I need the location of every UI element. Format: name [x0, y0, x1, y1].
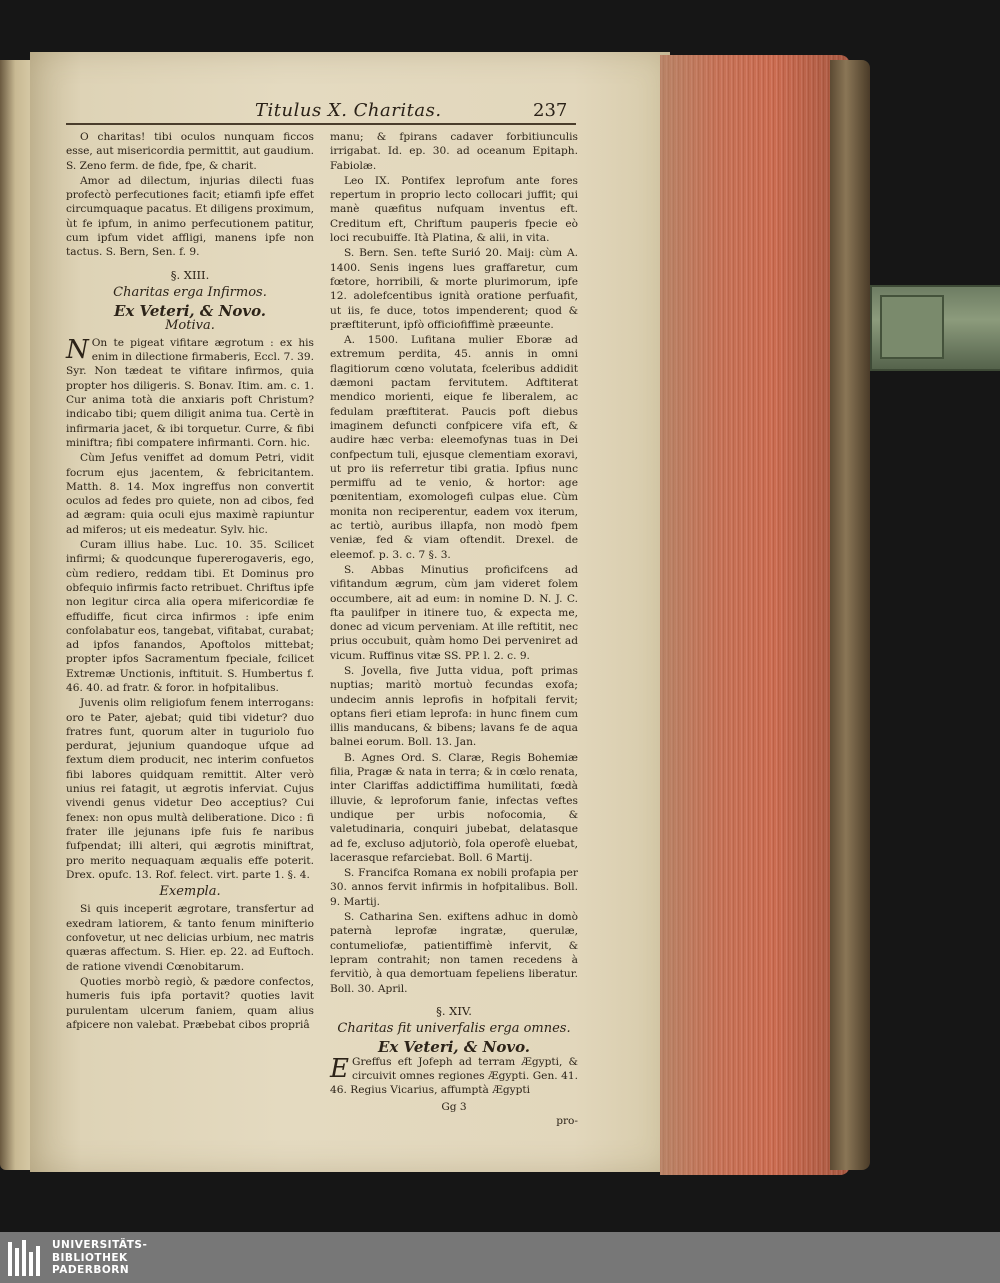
book-cover-edge: [830, 60, 870, 1170]
library-footer-bar: [0, 1232, 1000, 1283]
section-subtitle: Ex Veteri, & Novo.: [377, 1038, 531, 1057]
paragraph: Quoties morbò regiò, & pædore confectos, humeris fuis ipfa portavit? quoties lavit purulentam ulcerum faniem, quam alius afpicere non valebat. Præbebat cibos propriâ: [66, 975, 314, 1031]
motiva-heading: Motiva.: [165, 317, 215, 333]
paragraph: [66, 336, 314, 450]
paragraph: S. Catharina Sen. exiftens adhuc in domò paternà leprofæ ingratæ, querulæ, contumeliofæ, patientiffimè infervit, & lepram contrahit; non tamen recedens à fervitiò, à qua demortuam fepeliens liberatur. Boll. 30. April.: [330, 911, 578, 995]
signature-mark: Gg 3: [441, 1100, 467, 1113]
paragraph: manu; & fpirans cadaver forbitiunculis irrigabat. Id. ep. 30. ad oceanum Epitaph. Fabiolæ.: [330, 131, 578, 172]
logo-line: UNIVERSITÄTS-: [52, 1239, 148, 1251]
right-column: [330, 130, 578, 1128]
left-column: [66, 130, 314, 1033]
paragraph: Si quis inceperit ægrotare, transfertur ad exedram latiorem, & tanto fenum minifterio confovetur, ut nec delicias urbium, nec matris quæras affectum. S. Hier. ep. 22. ad Euftoch. de ratione vivendi Cœnobitarum.: [66, 903, 314, 973]
paragraph: S. Bern. Sen. tefte Surió 20. Maij: cùm A. 1400. Senis ingens lues graffaretur, cum fœtore, horribili, & morte plurimorum, ipfe 12. adolefcentibus ignità oratione perfuafit, ut iis, fe duce, totos impenderent; quod & præftiterunt, ipfò officiofiffimè præeunte.: [330, 247, 578, 331]
paragraph: Curam illius habe. Luc. 10. 35. Scilicet infirmi; & quodcunque fupererogaveris, ego, cùm rediero, reddam tibi. Et Dominus pro obfequio infirmis facto retribuet. Chriftus ipfe non legitur circa alia opera mifericordiæ fe effudiffe, ficut circa infirmos : ipfe enim confolabatur eos, tangebat, vifitabat, curabat; ad ipfos fanandos, Apoftolos mittebat; propter ipfos Sacramentum fpeciale, fcilicet Extremæ Unctionis, inftituit. S. Humbertus f. 46. 40. ad fratr. & foror. in hofpitalibus.: [66, 539, 314, 694]
page-number: 237: [533, 100, 568, 121]
catchword: pro-: [556, 1114, 578, 1127]
library-logo-icon: [6, 1238, 46, 1278]
paragraph: Cùm Jefus veniffet ad domum Petri, vidit focrum ejus jacentem, & febricitantem. Matth. 8. 14. Mox ingreffus non convertit oculos ad fedes pro quiete, non ad cibos, fed ad ægram: quia oculi ejus maximè rapiuntur ad miferos; ut eis medeatur. Sylv. hic.: [66, 452, 314, 536]
left-page-edge: [0, 60, 34, 1170]
logo-line: BIBLIOTHEK: [52, 1251, 128, 1264]
fore-edge-shading: [660, 55, 850, 1175]
paragraph: Juvenis olim religiofum fenem interrogans: oro te Pater, ajebat; quid tibi videtur? duo fratres funt, quorum alter in tuguriolo fuo perdurat, jejunium quandoque ufque ad fextum diem producit, nec interim confuetos fibi labores quidquam remittit. Alter verò unius rei fatagit, ut ægrotis inferviat. Cujus vivendi genus videtur Deo acceptius? Cui fenex: non opus multà deliberatione. Dico : fi frater ille jejunans ipfe fuis fe naribus fufpendat; illi alteri, qui ægrotis miniftrat, pro merito nequaquam æqualis effe poterit. Drex. opufc. 13. Rof. felect. virt. parte 1. §. 4.: [66, 697, 314, 881]
section-subtitle: Ex Veteri, & Novo.: [113, 302, 267, 321]
paragraph: [330, 1055, 578, 1098]
paragraph: A. 1500. Lufitana mulier Eboræ ad extremum perdita, 45. annis in omni flagitiorum cœno volutata, fceleribus addidit dæmoni pactam fervitutem. Adftiterat mendico morienti, eique fe liberalem, ac fedulam præftiterat. Paucis poft diebus imaginem defuncti confpicere vifa eft, & audire hæc verba: eleemofynas tuas in Dei confpectum tuli, ejusque clementiam exoravi, ut pro iis referretur tibi gratia. Ipfius nunc permiffu ad te venio, & hortor: age pœnitentiam, exomologefi culpas elue. Cùm monita non reciperentur, eadem vox iterum, ac tertiò, auribus illapfa, non modò fpem veniæ, fed & viam oftendit. Drexel. de eleemof. p. 3. c. 7 §. 3.: [330, 334, 578, 561]
paragraph-text: Greffus eft Jofeph ad terram Ægypti, & circuivit omnes regiones Ægypti. Gen. 41. 46. Regius Vicarius, affumptà Ægypti: [330, 1055, 578, 1097]
paragraph: S. Abbas Minutius proficifcens ad vifitandum ægrum, cùm jam videret folem occumbere, ait ad eum: in nomine D. N. J. C. fta paulifper in itinere tuo, & expecta me, donec ad vicum perveniam. At ille reftitit, nec prius occubuit, quàm homo Dei perveniret ad vicum. Ruffinus vitæ SS. PP. l. 2. c. 9.: [330, 563, 578, 662]
running-title: Titulus X. Charitas.: [255, 100, 442, 121]
logo-line: PADERBORN: [52, 1264, 130, 1276]
paragraph: S. Jovella, five Jutta vidua, poft primas nuptias; maritò mortuò fecundas exofa; undecim annis leprofis in hofpitali fervit; optans fieri etiam leprofa: in hunc finem cum illis manducans, & bibens; lavans fe de aqua balnei eorum. Boll. 13. Jan.: [330, 664, 578, 749]
section-number: §. XIV.: [436, 1003, 472, 1018]
paragraph: B. Agnes Ord. S. Claræ, Regis Bohemiæ filia, Pragæ & nata in terra; & in cœlo renata, inter Clariffas addictiffima humilitati, fœdà illuvie, & leproforum fanie, infectas veftes undique per urbis nofocomia, & valetudinaria, conquiri jubebat, delatasque ad fe, excluso adjutoriò, fola operofè eluebat, lacerasque refarciebat. Boll. 6 Martij.: [330, 751, 578, 864]
paragraph: O charitas! tibi oculos nunquam ficcos esse, aut misericordia permittit, aut gaudium. S. Zeno ferm. de fide, fpe, & charit.: [66, 131, 314, 172]
library-logo-text: [52, 1239, 147, 1277]
paragraph: S. Francifca Romana ex nobili profapia per 30. annos fervit infirmis in hofpitalibus. Boll. 9. Martij.: [330, 867, 578, 908]
section-number: §. XIII.: [170, 267, 210, 282]
section-title: Charitas fit univerfalis erga omnes.: [337, 1021, 571, 1037]
clasp-plate: [880, 295, 944, 359]
drop-cap: N: [66, 334, 89, 365]
paragraph: Leo IX. Pontifex leprofum ante fores repertum in proprio lecto collocari juffit; qui manè quæfitus nufquam inventus eft. Creditum eft, Chriftum pauperis fpecie eò loci recubuiffe. Ità Platina, & alii, in vita.: [330, 174, 578, 245]
paragraph: Amor ad dilectum, injurias dilecti fuas profectò perfecutiones facit; etiamfi ipfe effet circumquaque pacatus. Et diligens proximum, ùt fe ipfum, in animo perfecutionem patitur, cum ipfum videt affligi, manens ipfe non tactus. S. Bern, Sen. f. 9.: [66, 174, 314, 259]
header-rule: [66, 123, 576, 125]
section-title: Charitas erga Infirmos.: [113, 284, 267, 300]
drop-cap: E: [330, 1053, 349, 1084]
paragraph-text: On te pigeat vifitare ægrotum : ex his enim in dilectione firmaberis, Eccl. 7. 39. Syr. Non tædeat te vifitare infirmos, quia propter hos diligeris. S. Bonav. Itim. am. c. 1. Cur anima totà die anxiaris poft Christum? indicabo tibi; quem diligit anima tua. Certè in infirmaria jacet, & ibi torquetur. Curre, & fibi miniftra; fibi compatere infirmanti. Corn. hic.: [66, 336, 314, 449]
exempla-heading: Exempla.: [159, 884, 221, 900]
